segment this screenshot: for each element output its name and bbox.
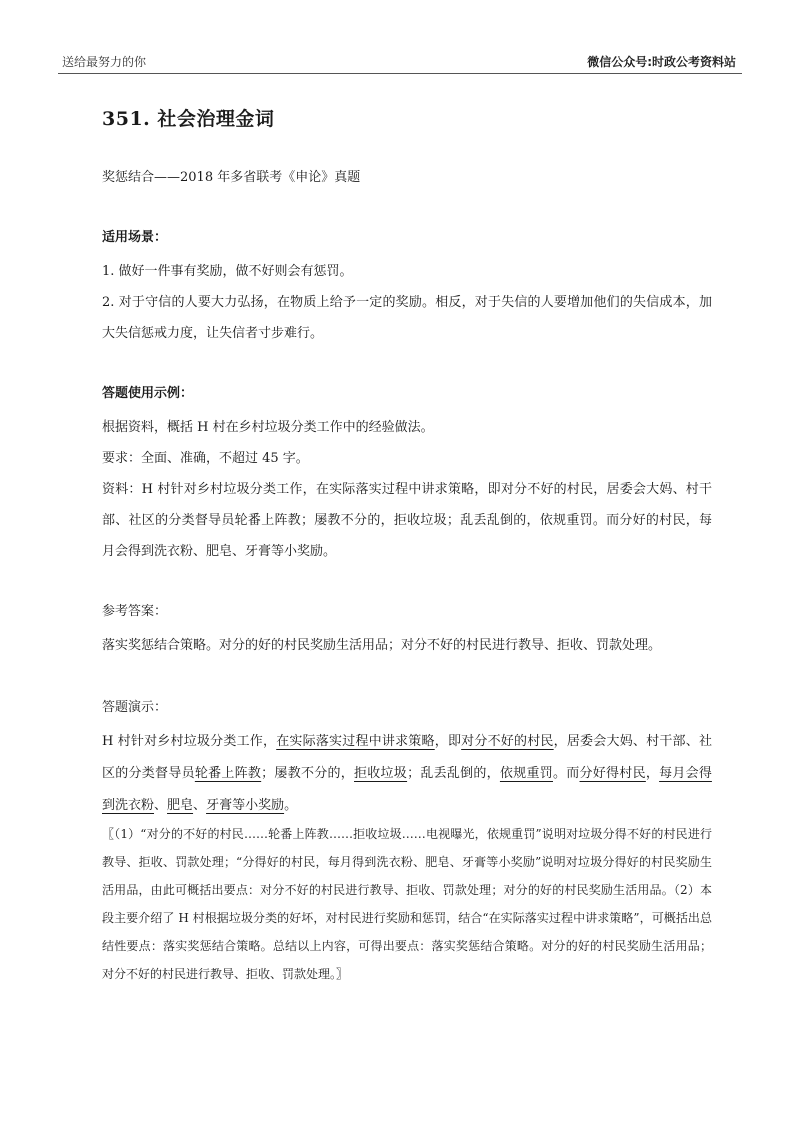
demo-text bbox=[102, 726, 712, 822]
demo-segment: 、 bbox=[154, 798, 168, 813]
answer-label: 参考答案： bbox=[102, 604, 168, 619]
header-right-account: 微信公众号:时政公考资料站 bbox=[587, 55, 736, 69]
analysis-note: 〖（1）“对分的不好的村民……轮番上阵教……拒收垃圾……电视曝光，依规重罚”说明对垃圾分得不好的村民进行教导、拒收、罚款处理；“分得好的村民，每月得到洗衣粉、肥皂、牙膏等小奖励”说明对垃圾分得好的村民奖励生活用品，由此可概括出要点：对分不好的村民进行教导、拒收、罚款处理；对分的好的村民奖励生活用品。（2）本段主要介绍了 H 村根据垃圾分类的好坏，对村民进行奖励和惩罚，结合“在实际落实过程中讲求策略”，可概括出总结性要点：落实奖惩结合策略。总结以上内容，可得出要点：落实奖惩结合策略。对分的好的村民奖励生活用品；对分不好的村民进行教导、拒收、罚款处理。〗 bbox=[102, 827, 712, 981]
demo-segment-underlined: 拒收垃圾 bbox=[354, 766, 408, 781]
demo-segment-underlined: 在实际落实过程中讲求策略 bbox=[276, 734, 435, 749]
demo-label: 答题演示： bbox=[102, 700, 168, 715]
header-left-slogan: 送给最努力的你 bbox=[62, 55, 147, 69]
demo-segment-underlined: 对分不好的村民 bbox=[461, 734, 554, 749]
example-requirement: 要求：全面、准确，不超过 45 字。 bbox=[102, 451, 309, 466]
demo-segment: ，居委会大妈、村干部、社区的分类督导员 bbox=[102, 734, 712, 781]
demo-segment: ， bbox=[645, 766, 660, 781]
answer-section bbox=[102, 600, 712, 661]
scenario-item: 2. 对于守信的人要大力弘扬，在物质上给予一定的奖励。相反，对于失信的人要增加他们的失信成本，加大失信惩戒力度，让失信者寸步难行。 bbox=[102, 295, 712, 341]
example-question: 根据资料，概括 H 村在乡村垃圾分类工作中的经验做法。 bbox=[102, 420, 434, 435]
example-section bbox=[102, 382, 712, 567]
scenario-section bbox=[102, 226, 712, 349]
example-material: 资料：H 村针对乡村垃圾分类工作，在实际落实过程中讲求策略，即对分不好的村民，居委会大妈、村干部、社区的分类督导员轮番上阵教；屡教不分的，拒收垃圾；乱丢乱倒的，依规重罚。而分好的村民，每月会得到洗衣粉、肥皂、牙膏等小奖励。 bbox=[102, 482, 712, 559]
example-label: 答题使用示例： bbox=[102, 386, 194, 401]
demo-segment: ；屡教不分的， bbox=[261, 766, 355, 781]
demo-segment-underlined: 依规重罚 bbox=[499, 766, 553, 781]
demo-segment-underlined: 牙膏等小奖励 bbox=[206, 798, 285, 813]
demo-segment-underlined: 轮番上阵教 bbox=[194, 766, 262, 781]
demo-segment-underlined: 每月会得到洗衣粉 bbox=[102, 766, 712, 813]
demo-segment: 。而 bbox=[552, 766, 580, 781]
answer-text: 落实奖惩结合策略。对分的好的村民奖励生活用品；对分不好的村民进行教导、拒收、罚款处理。 bbox=[102, 638, 662, 653]
demo-segment: H 村针对乡村垃圾分类工作， bbox=[102, 734, 277, 749]
page-subtitle: 奖惩结合——2018 年多省联考《申论》真题 bbox=[102, 170, 361, 185]
scenario-label: 适用场景： bbox=[102, 230, 168, 245]
demo-section bbox=[102, 696, 712, 822]
demo-segment: ；乱丢乱倒的， bbox=[407, 766, 500, 781]
demo-segment-underlined: 肥皂 bbox=[167, 798, 194, 813]
demo-segment: 。 bbox=[284, 798, 298, 813]
demo-segment-underlined: 分好得村民 bbox=[579, 766, 646, 781]
demo-segment: 、 bbox=[193, 798, 207, 813]
page-title: 351. 社会治理金词 bbox=[102, 108, 275, 130]
scenario-item: 1. 做好一件事有奖励，做不好则会有惩罚。 bbox=[102, 264, 353, 279]
header-divider bbox=[58, 73, 742, 74]
demo-segment: ，即 bbox=[434, 734, 462, 749]
